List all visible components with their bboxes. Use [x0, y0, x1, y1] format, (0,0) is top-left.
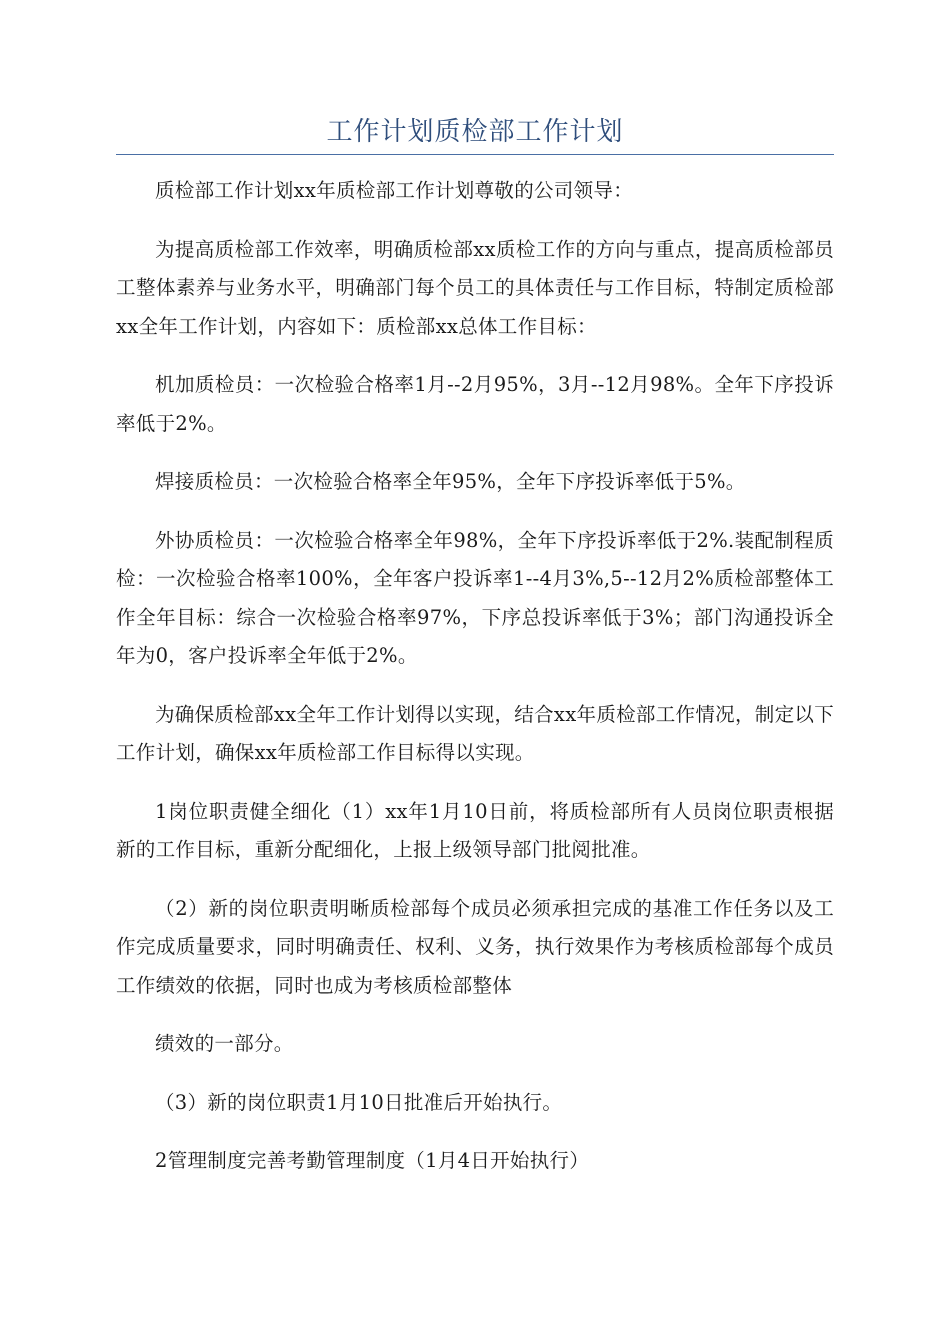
paragraph-section-1-item-2-continued: 绩效的一部分。 — [155, 1032, 294, 1055]
paragraph-greeting: 质检部工作计划xx年质检部工作计划尊敬的公司领导： — [155, 179, 633, 202]
paragraph-section-1-item-3: （3）新的岗位职责1月10日批准后开始执行。 — [155, 1090, 563, 1114]
paragraph-outsourcing-inspector: 外协质检员：一次检验合格率全年98%，全年下序投诉率低于2%.装配制程质检：一次检验合格率100%，全年客户投诉率1--4月3%,5--12月2%质检部整体工作全年目标：综合一次检验合格率97%，下序总投诉率低于3%；部门沟通投诉全年为0，客户投诉率全年低于2%。 — [116, 528, 834, 667]
paragraph-machining-inspector: 机加质检员：一次检验合格率1月--2月95%，3月--12月98%。全年下序投诉率低于2%。 — [116, 373, 834, 435]
document-title: 工作计划质检部工作计划 — [326, 117, 624, 147]
paragraph-welding-inspector: 焊接质检员：一次检验合格率全年95%，全年下序投诉率低于5%。 — [155, 470, 746, 493]
paragraph-plan-intro: 为确保质检部xx全年工作计划得以实现，结合xx年质检部工作情况，制定以下工作计划，确保xx年质检部工作目标得以实现。 — [116, 702, 834, 764]
paragraph-section-1-item-2: （2）新的岗位职责明晰质检部每个成员必须承担完成的基准工作任务以及工作完成质量要求，同时明确责任、权利、义务，执行效果作为考核质检部每个成员工作绩效的依据，同时也成为考核质检部整体 — [116, 896, 834, 997]
paragraph-purpose: 为提高质检部工作效率，明确质检部xx质检工作的方向与重点，提高质检部员工整体素养与业务水平，明确部门每个员工的具体责任与工作目标，特制定质检部xx全年工作计划，内容如下：质检部xx总体工作目标： — [116, 237, 834, 338]
document-body — [116, 172, 834, 1201]
title-underline — [116, 154, 834, 155]
paragraph-section-2: 2管理制度完善考勤管理制度（1月4日开始执行） — [155, 1149, 590, 1172]
paragraph-section-1: 1岗位职责健全细化（1）xx年1月10日前，将质检部所有人员岗位职责根据新的工作目标，重新分配细化，上报上级领导部门批阅批准。 — [116, 799, 834, 861]
